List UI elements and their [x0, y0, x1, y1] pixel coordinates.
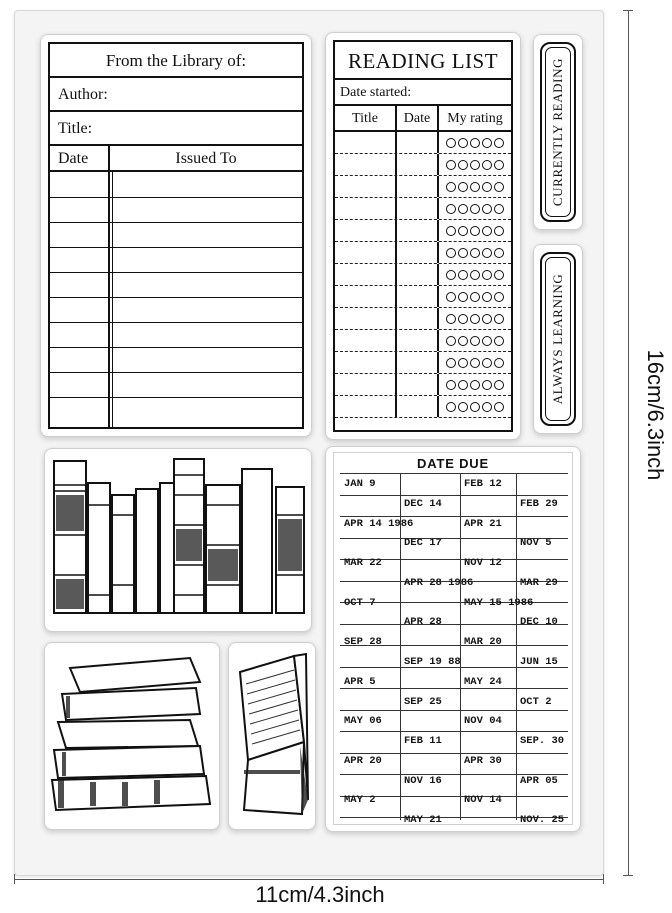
date-due-stamp: APR 14 1986 [344, 517, 414, 530]
date-due-divider [460, 473, 461, 820]
date-due-stamp: APR 05 [520, 774, 558, 787]
rating-circle [446, 358, 456, 368]
grid-line [50, 247, 302, 248]
library-card [48, 42, 304, 429]
reading-list-rows [335, 132, 511, 418]
date-due-stamp: APR 28 1986 [404, 576, 474, 589]
date-due-stamp: APR 20 [344, 754, 382, 767]
date-due-stamp: APR 28 [404, 616, 442, 629]
date-cell [397, 154, 439, 175]
reading-list-row [335, 330, 511, 352]
rating-circle [446, 380, 456, 390]
date-due-stamp: OCT 7 [344, 596, 376, 609]
rating-circle [494, 402, 504, 412]
rating-cell [439, 352, 511, 373]
rating-circle [446, 182, 456, 192]
date-due-stamp: APR 5 [344, 675, 376, 688]
bookshelf-illustration [50, 455, 308, 625]
title-cell [335, 352, 397, 373]
rating-circle [494, 380, 504, 390]
rating-circle [446, 292, 456, 302]
always-learning-label [540, 252, 576, 426]
date-due-line [340, 495, 568, 496]
rating-circle [458, 358, 468, 368]
width-dimension-line [14, 879, 604, 880]
date-cell [397, 242, 439, 263]
reading-list-row [335, 352, 511, 374]
rating-circle [494, 160, 504, 170]
rating-circle [446, 204, 456, 214]
rating-circle [482, 226, 492, 236]
grid-line [50, 297, 302, 298]
reading-list-row [335, 396, 511, 418]
rating-circle [458, 402, 468, 412]
date-due-stamp: FEB 12 [464, 478, 502, 490]
rating-circle [470, 380, 480, 390]
date-due-stamp: MAY 2 [344, 794, 376, 807]
height-dimension-label: 16cm/6.3inch [643, 349, 668, 481]
title-cell [335, 220, 397, 241]
grid-divider [112, 172, 113, 429]
grid-line [50, 347, 302, 348]
rating-circle [494, 358, 504, 368]
reading-list-row [335, 242, 511, 264]
rating-circle [470, 248, 480, 258]
rating-circle [446, 270, 456, 280]
date-due-stamp: MAY 21 [404, 814, 442, 827]
rating-circle [494, 226, 504, 236]
date-due-stamp: NOV 12 [464, 557, 502, 570]
rating-circle [458, 204, 468, 214]
reading-list-heading: READING LIST [335, 42, 511, 80]
open-book-illustration [234, 650, 310, 822]
title-cell [335, 396, 397, 417]
title-cell [335, 242, 397, 263]
rating-circle [470, 160, 480, 170]
date-due-stamp: NOV 5 [520, 537, 552, 550]
rating-circle [482, 270, 492, 280]
date-cell [397, 374, 439, 395]
rating-circle [458, 248, 468, 258]
rating-cell [439, 286, 511, 307]
date-due-stamp: NOV 14 [464, 794, 502, 807]
rating-circle [494, 270, 504, 280]
date-cell [397, 396, 439, 417]
rating-cell [439, 330, 511, 351]
date-cell [397, 330, 439, 351]
rating-circle [470, 336, 480, 346]
reading-list-row [335, 132, 511, 154]
title-cell [335, 374, 397, 395]
height-tick-top [623, 10, 633, 11]
reading-list-row [335, 176, 511, 198]
date-due-stamp: JUN 15 [520, 656, 558, 669]
date-cell [397, 132, 439, 153]
date-cell [397, 352, 439, 373]
title-cell [335, 264, 397, 285]
rating-cell [439, 242, 511, 263]
rating-cell [439, 198, 511, 219]
rating-circle [470, 270, 480, 280]
date-column-header: Date [50, 146, 110, 170]
rating-circle [482, 314, 492, 324]
always-learning-text: ALWAYS LEARNING [550, 273, 565, 405]
date-due-stamp: FEB 29 [520, 497, 558, 510]
author-label: Author: [50, 78, 302, 112]
date-due-line [340, 688, 568, 689]
grid-line [50, 272, 302, 273]
date-due-stamp: MAY 24 [464, 675, 502, 688]
date-cell [397, 308, 439, 329]
date-due-stamp: DEC 17 [404, 537, 442, 550]
rating-circle [458, 380, 468, 390]
rating-cell [439, 132, 511, 153]
rating-column-header: My rating [447, 111, 503, 126]
width-tick-left [14, 874, 15, 884]
date-due-stamp: APR 21 [464, 517, 502, 530]
date-due-grid [340, 473, 568, 827]
date-due-line [340, 710, 568, 711]
date-due-stamp: FEB 11 [404, 735, 442, 748]
reading-list-row [335, 308, 511, 330]
date-due-stamp: NOV 04 [464, 715, 502, 728]
reading-list-row [335, 374, 511, 396]
rating-circle [470, 314, 480, 324]
rating-circle [482, 204, 492, 214]
library-card-grid [50, 172, 302, 429]
date-due-stamp: NOV. 25 [520, 814, 565, 827]
rating-circle [494, 138, 504, 148]
reading-list-row [335, 198, 511, 220]
rating-circle [494, 182, 504, 192]
date-due-stamp: DEC 14 [404, 497, 442, 510]
rating-circle [482, 248, 492, 258]
date-cell [397, 286, 439, 307]
rating-cell [439, 308, 511, 329]
date-due-stamp: MAR 29 [520, 576, 558, 589]
grid-line [50, 222, 302, 223]
issued-to-column-header: Issued To [175, 150, 237, 167]
rating-circle [470, 138, 480, 148]
grid-line [50, 197, 302, 198]
date-due-stamp: MAR 22 [344, 557, 382, 570]
book-stack-illustration [50, 648, 215, 824]
date-due-stamp: MAY 15 1986 [464, 596, 534, 609]
date-due-stamp: OCT 2 [520, 695, 552, 708]
title-cell [335, 286, 397, 307]
grid-line [50, 397, 302, 398]
library-card-header [50, 146, 302, 172]
rating-cell [439, 264, 511, 285]
reading-list-row [335, 154, 511, 176]
grid-line [50, 322, 302, 323]
rating-circle [446, 336, 456, 346]
rating-circle [470, 204, 480, 214]
date-due-heading: DATE DUE [417, 456, 489, 471]
rating-circle [458, 226, 468, 236]
rating-circle [470, 358, 480, 368]
rating-circle [458, 336, 468, 346]
rating-circle [458, 292, 468, 302]
date-due-stamp: MAR 20 [464, 636, 502, 649]
rating-circle [494, 204, 504, 214]
rating-circle [446, 314, 456, 324]
rating-circle [482, 402, 492, 412]
reading-list-row [335, 286, 511, 308]
grid-line [50, 372, 302, 373]
rating-circle [446, 160, 456, 170]
rating-circle [494, 248, 504, 258]
rating-cell [439, 154, 511, 175]
rating-circle [446, 402, 456, 412]
rating-cell [439, 396, 511, 417]
rating-circle [470, 402, 480, 412]
width-dimension-label: 11cm/4.3inch [255, 882, 385, 907]
title-cell [335, 176, 397, 197]
rating-circle [482, 336, 492, 346]
date-due-divider [516, 473, 517, 820]
date-cell [397, 198, 439, 219]
date-due-line [340, 473, 568, 474]
height-tick-bottom [623, 875, 633, 876]
rating-cell [439, 374, 511, 395]
date-cell [397, 264, 439, 285]
rating-circle [482, 292, 492, 302]
rating-circle [470, 226, 480, 236]
library-card-title: From the Library of: [50, 44, 302, 78]
rating-circle [458, 138, 468, 148]
reading-list-row [335, 264, 511, 286]
rating-circle [446, 138, 456, 148]
rating-circle [494, 292, 504, 302]
title-column-header: Title [335, 106, 397, 130]
rating-cell [439, 176, 511, 197]
date-cell [397, 176, 439, 197]
reading-list-row [335, 220, 511, 242]
rating-circle [446, 248, 456, 258]
rating-circle [482, 160, 492, 170]
rating-circle [494, 314, 504, 324]
date-due-stamp: DEC 10 [520, 616, 558, 629]
height-dimension-line [628, 10, 629, 876]
rating-circle [458, 314, 468, 324]
rating-circle [482, 380, 492, 390]
date-column-header: Date [397, 106, 439, 130]
reading-list-header [335, 106, 511, 132]
title-cell [335, 154, 397, 175]
date-started-label: Date started: [335, 80, 511, 106]
title-cell [335, 132, 397, 153]
date-due-stamp: APR 30 [464, 754, 502, 767]
rating-cell [439, 220, 511, 241]
date-cell [397, 220, 439, 241]
title-cell [335, 198, 397, 219]
grid-divider [108, 172, 110, 429]
rating-circle [470, 182, 480, 192]
title-label: Title: [50, 112, 302, 146]
rating-circle [482, 358, 492, 368]
date-due-stamp: SEP 25 [404, 695, 442, 708]
title-cell [335, 330, 397, 351]
width-tick-right [603, 874, 604, 884]
rating-circle [446, 226, 456, 236]
date-due-line [340, 753, 568, 754]
rating-circle [482, 182, 492, 192]
date-due-stamp: MAY 06 [344, 715, 382, 728]
date-due-stamp: JAN 9 [344, 478, 376, 490]
currently-reading-label [540, 42, 576, 222]
rating-circle [470, 292, 480, 302]
date-due-stamp: SEP. 30 [520, 735, 565, 748]
rating-circle [458, 160, 468, 170]
reading-list [333, 40, 513, 432]
date-due-card [333, 452, 573, 825]
rating-circle [458, 270, 468, 280]
currently-reading-text: CURRENTLY READING [550, 57, 565, 207]
date-due-line [340, 731, 568, 732]
rating-circle [494, 336, 504, 346]
rating-circle [458, 182, 468, 192]
title-cell [335, 308, 397, 329]
date-due-stamp: SEP 28 [344, 636, 382, 649]
date-due-stamp: NOV 16 [404, 774, 442, 787]
rating-circle [482, 138, 492, 148]
date-due-stamp: SEP 19 88 [404, 656, 461, 669]
